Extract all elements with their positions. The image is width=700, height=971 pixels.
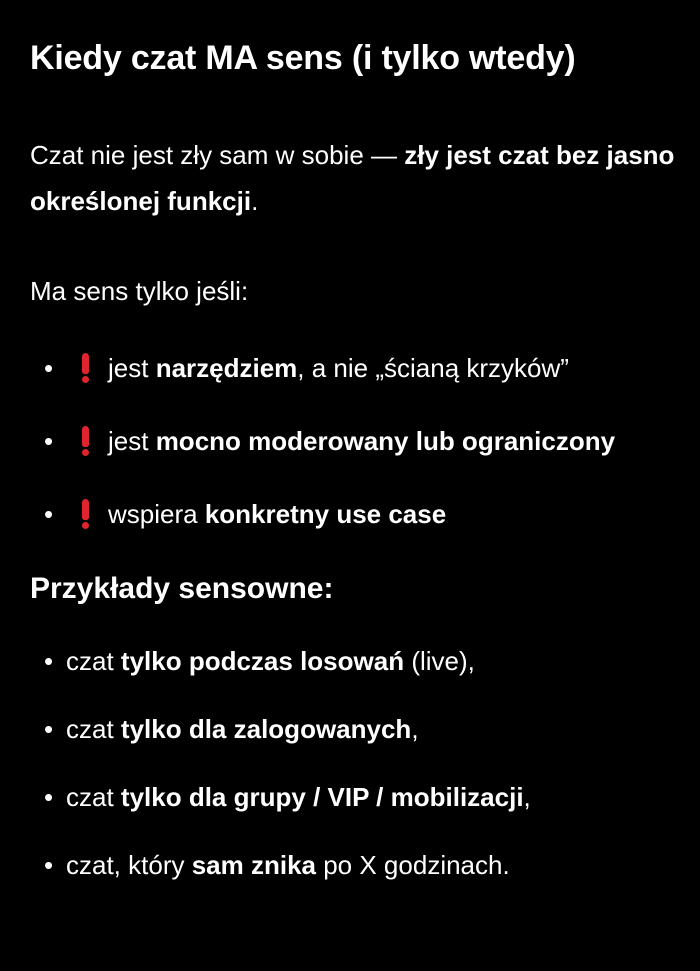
bullet: •	[44, 353, 54, 383]
condition-bold: konkretny use case	[204, 499, 447, 529]
example-bold: tylko dla zalogowanych	[120, 714, 412, 744]
condition-bold: narzędziem	[155, 353, 298, 383]
list-item	[30, 494, 690, 534]
bullet: •	[44, 499, 54, 529]
bullet: •	[44, 426, 54, 456]
bullet: •	[44, 714, 54, 744]
bullet: •	[44, 646, 54, 676]
condition-text: wspiera	[108, 499, 205, 529]
example-text-post: ,	[411, 714, 419, 744]
list-item	[30, 845, 690, 885]
exclamation-mark-icon	[80, 497, 90, 529]
list-item	[30, 709, 690, 749]
example-bold: tylko podczas losowań	[120, 646, 405, 676]
exclamation-mark-icon	[80, 351, 90, 383]
list-item	[30, 348, 690, 388]
example-text: czat	[66, 646, 121, 676]
examples-list	[30, 641, 690, 885]
example-text-post: (live),	[404, 646, 475, 676]
example-text-post: po X godzinach.	[316, 850, 510, 880]
condition-text-post: , a nie „ścianą krzyków”	[297, 353, 569, 383]
example-text: czat	[66, 782, 121, 812]
condition-bold: mocno moderowany lub ograniczony	[155, 426, 616, 456]
page-title: Kiedy czat MA sens (i tylko wtedy)	[30, 39, 576, 77]
examples-heading: Przykłady sensowne:	[30, 572, 334, 605]
example-text: czat, który	[66, 850, 192, 880]
list-item	[30, 421, 690, 461]
example-text: czat	[66, 714, 121, 744]
bullet: •	[44, 850, 54, 880]
example-bold: tylko dla grupy / VIP / mobilizacji	[120, 782, 524, 812]
document-body	[30, 28, 690, 913]
conditions-lead: Ma sens tylko jeśli:	[30, 276, 249, 306]
example-bold: sam znika	[191, 850, 316, 880]
example-text-post: ,	[523, 782, 531, 812]
intro-paragraph	[30, 132, 690, 224]
exclamation-mark-icon	[80, 424, 90, 456]
intro-end: .	[251, 186, 259, 216]
list-item	[30, 641, 690, 681]
bullet: •	[44, 782, 54, 812]
list-item	[30, 777, 690, 817]
condition-text: jest	[108, 426, 156, 456]
condition-text: jest	[108, 353, 156, 383]
intro-bold-text: zły jest czat bez jasno określonej funkcji	[30, 140, 675, 216]
conditions-list	[30, 348, 690, 534]
intro-text: Czat nie jest zły sam w sobie —	[30, 140, 405, 170]
